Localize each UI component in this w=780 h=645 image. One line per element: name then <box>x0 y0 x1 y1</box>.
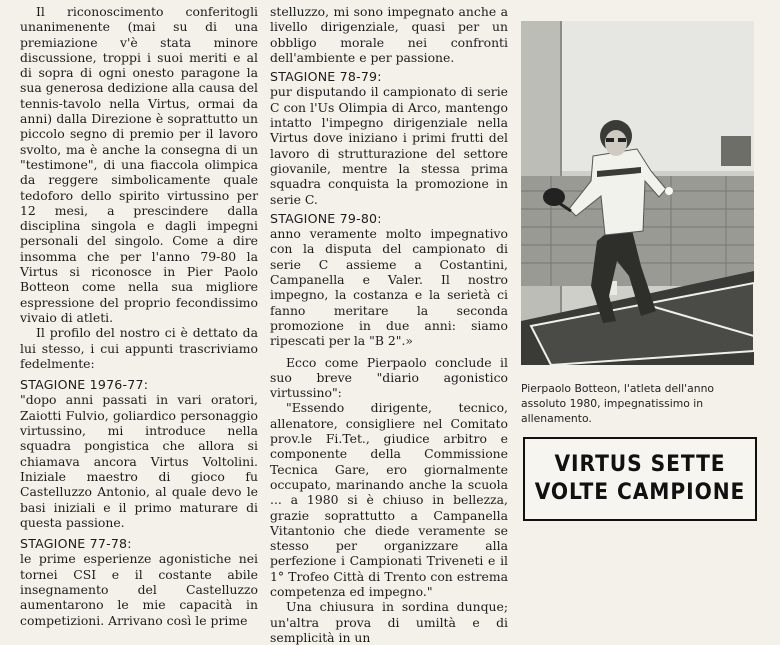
headline-line-2: VOLTE CAMPIONE <box>534 480 746 505</box>
article-column-middle <box>270 4 508 645</box>
closing-paragraph: Una chiusura in sordina dunque; un'altra prova di umiltà e di semplicità in un <box>270 599 508 645</box>
season-heading-78-79: STAGIONE 78-79: <box>270 69 382 85</box>
season-text-1976-77: "dopo anni passati in vari oratori, Zaiotti Fulvio, goliardico personaggio virtussino, mi introduce nella squadra pongistica che allora si chiamava ancora Virtus Voltolini. Iniziale maestro di gioco fu Castelluzzo Antonio, al quale devo le basi iniziali e il primo maturare di questa passione. <box>20 392 258 530</box>
season-text-78-79: pur disputando il campionato di serie C con l'Us Olimpia di Arco, mantengo intatto l'impegno dirigenziale nella Virtus dove iniziano i primi frutti del lavoro di strutturazione del settore giovanile, mentre la stessa prima squadra conquista la promozione in serie C. <box>270 84 508 207</box>
season-text-79-80: anno veramente molto impegnativo con la disputa del campionato di serie C assieme a Costantini, Campanella e Valer. Il nostro impegno, la costanza e la serietà ci fanno meritare la seconda promozione in due anni: siamo ripescati per la "B 2".» <box>270 226 508 349</box>
photo-caption: Pierpaolo Botteon, l'atleta dell'anno assoluto 1980, impegnatissimo in allenamento. <box>521 382 715 425</box>
continuation-paragraph: stelluzzo, mi sono impegnato anche a livello dirigenziale, quasi per un obbligo morale nei confronti dell'ambiente e per passione. <box>270 4 508 65</box>
profile-paragraph: Il profilo del nostro ci è dettato da lui stesso, i cui appunti trascriviamo fedelmente: <box>20 325 258 371</box>
season-heading-79-80: STAGIONE 79-80: <box>270 210 382 226</box>
athlete-photo <box>521 21 754 365</box>
conclusion-paragraph: Ecco come Pierpaolo conclude il suo breve "diario agonistico virtussino": <box>270 354 508 401</box>
article-column-left <box>20 4 258 628</box>
season-heading-77-78: STAGIONE 77-78: <box>20 536 132 552</box>
season-heading-1976-77: STAGIONE 1976-77: <box>20 377 149 393</box>
headline-box <box>523 437 757 521</box>
season-text-77-78: le prime esperienze agonistiche nei tornei CSI e il costante abile insegnamento del Castelluzzo aumentarono le mie capacità in competizioni. Arrivano così le prime <box>20 551 258 628</box>
headline-box-title <box>534 451 746 507</box>
quote-paragraph: "Essendo dirigente, tecnico, allenatore, consigliere nel Comitato prov.le Fi.Tet., giudice arbitro e componente della Commissione Tecnica Gare, ero giornalmente occupato, marinando anche la scuola ... a 1980 si è chiuso in bellezza, grazie soprattutto a Campanella Vitantonio che diede veramente se stesso per organizzare alla perfezione i Campionati Triveneti e il 1° Trofeo Città di Trento con estrema competenza ed impegno." <box>270 400 508 599</box>
headline-line-1: VIRTUS SETTE <box>554 452 726 477</box>
intro-paragraph: Il riconoscimento conferitogli unanimenente (mai su di una premiazione v'è stata minore discussione, troppi i suoi meriti e al di sopra di ogni onesto paragone la sua generosa dedizione alla causa del tennis-tavolo nella Virtus, ormai da anni) dalla Direzione è soprattutto un piccolo segno di premio per il lavoro svolto, ma è anche la consegna di un "testimone", di una fiaccola olimpica da reggere simbolicamente quale tedoforo dello spirito virtussino per 12 mesi, a prescindere dalla disciplina singola e dagli impegni personali del singolo. Come a dire insomma che per l'anno 79-80 la Virtus si riconosce in Pier Paolo Botteon come nella sua migliore espressione del proprio fecondissimo vivaio di atleti. <box>20 4 258 325</box>
